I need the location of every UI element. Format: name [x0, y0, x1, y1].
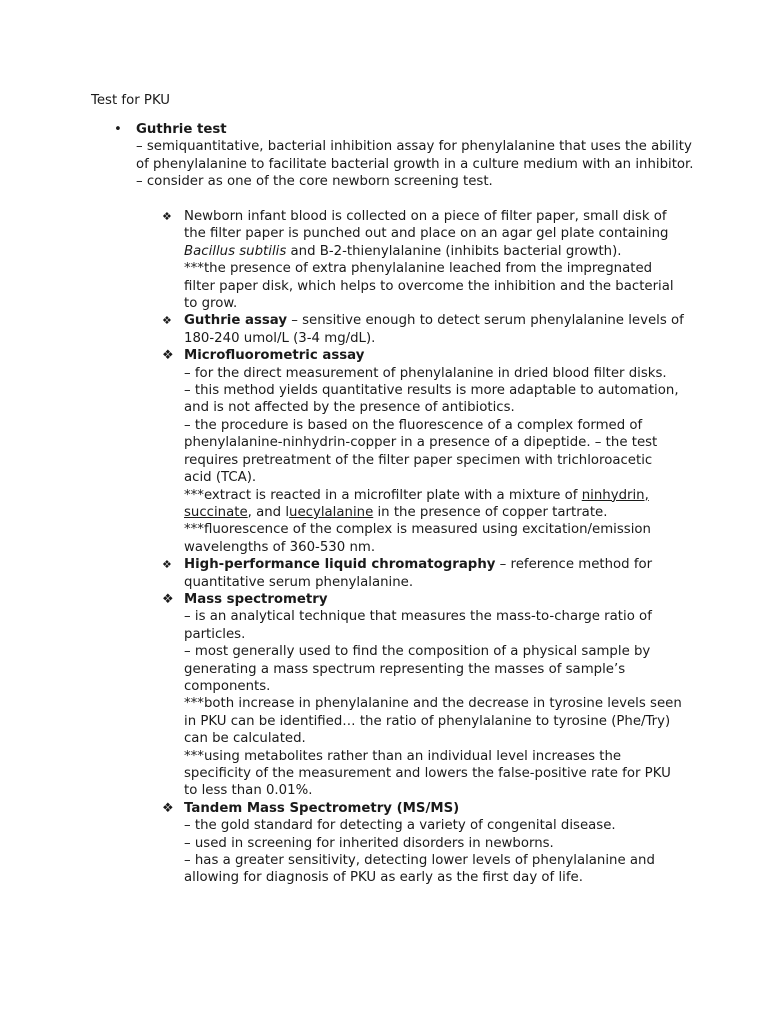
guthrie-line-1: – semiquantitative, bacterial inhibition assay for phenylalanine that uses the ability of phenylalanine to facilitate bacterial growth in a culture medium with an inhibitor.: [136, 139, 694, 172]
micro-line-2: – this method yields quantitative results is more adaptable to automation, and is not affected by the presence of antibiotics.: [184, 383, 679, 416]
sub-item-hplc: [162, 556, 684, 591]
list-item-guthrie-test: [114, 121, 696, 191]
bacillus-italic: Bacillus subtilis: [184, 243, 287, 259]
hplc-body: – reference method for quantitative serum phenylalanine.: [184, 557, 653, 590]
sub-item-mass-spectrometry: [162, 591, 684, 800]
ninhydrin-underlined: ninhydrin,: [581, 487, 649, 503]
micro-line-3: – the procedure is based on the fluorescence of a complex formed of phenylalanine-ninhydrin-copper in a presence of a dipeptide. – the test requires pretreatment of the filter paper specimen with trichloroacetic acid (TCA).: [184, 417, 658, 486]
micro-note-1: [184, 487, 684, 522]
page-title: Test for PKU: [91, 93, 171, 108]
sub-item-guthrie-assay: [162, 312, 684, 347]
diamond-bullet-solid-icon: ❖: [162, 800, 174, 816]
micro-heading: Microfluorometric assay: [184, 348, 365, 364]
micro-line-1: – for the direct measurement of phenylalanine in dried blood filter disks.: [184, 365, 667, 381]
guthrie-assay-text: [184, 312, 684, 347]
sub-item-tandem-ms: [162, 800, 684, 887]
sub-item-newborn: [162, 208, 684, 312]
guthrie-assay-body: – sensitive enough to detect serum phenylalanine levels of 180-240 umol/L (3-4 mg/dL).: [184, 313, 684, 346]
guthrie-line-2: – consider as one of the core newborn screening test.: [136, 174, 493, 190]
bullet-icon: •: [114, 122, 122, 137]
newborn-text-b: and B-2-thienylalanine (inhibits bacterial growth).: [286, 243, 622, 259]
hplc-text: [184, 556, 684, 591]
sub-list: [162, 208, 684, 887]
tandem-line-1: – the gold standard for detecting a variety of congenital disease.: [184, 818, 616, 834]
luecylalanine-underlined: uecylalanine: [289, 504, 374, 520]
tandem-line-3: – has a greater sensitivity, detecting lower levels of phenylalanine and allowing for diagnosis of PKU as early as the first day of life.: [184, 853, 655, 886]
diamond-bullet-icon: ❖: [162, 314, 172, 328]
ms-line-2: – most generally used to find the composition of a physical sample by generating a mass spectrum representing the masses of sample’s components.: [184, 644, 651, 694]
guthrie-heading: Guthrie test: [136, 122, 227, 137]
sub-item-microfluorometric: [162, 347, 684, 556]
succinate-underlined: succinate: [184, 504, 248, 520]
tandem-line-2: – used in screening for inherited disorders in newborns.: [184, 835, 554, 851]
tandem-heading: Tandem Mass Spectrometry (MS/MS): [184, 800, 460, 816]
diamond-bullet-icon: ❖: [162, 558, 172, 572]
guthrie-assay-heading: Guthrie assay: [184, 313, 287, 329]
ms-note-2: ***using metabolites rather than an individual level increases the specificity of the measurement and lowers the false-positive rate for PKU to less than 0.01%.: [184, 748, 671, 799]
micro-note-2: ***fluorescence of the complex is measured using excitation/emission wavelengths of 360-530 nm.: [184, 522, 651, 555]
ms-heading: Mass spectrometry: [184, 591, 328, 607]
newborn-text-a: Newborn infant blood is collected on a piece of filter paper, small disk of the filter paper is punched out and place on an agar gel plate containing: [184, 209, 669, 242]
diamond-bullet-icon: ❖: [162, 210, 172, 223]
diamond-bullet-solid-icon: ❖: [162, 591, 174, 607]
micro-note-1a: ***extract is reacted in a microfilter plate with a mixture of: [184, 487, 582, 503]
micro-note-1d: in the presence of copper tartrate.: [373, 504, 608, 520]
micro-note-1c: , and l: [247, 504, 290, 520]
newborn-text: [184, 208, 684, 260]
hplc-heading: High-performance liquid chromatography: [184, 557, 496, 573]
ms-note-1: ***both increase in phenylalanine and the decrease in tyrosine levels seen in PKU can be identified… the ratio of phenylalanine to tyrosine (Phe/Try) can be calculated.: [184, 696, 682, 747]
diamond-bullet-solid-icon: ❖: [162, 348, 174, 364]
ms-line-1: – is an analytical technique that measures the mass-to-charge ratio of particles.: [184, 609, 652, 642]
newborn-note: ***the presence of extra phenylalanine leached from the impregnated filter paper disk, which helps to overcome the inhibition and the bacterial to grow.: [184, 261, 674, 312]
